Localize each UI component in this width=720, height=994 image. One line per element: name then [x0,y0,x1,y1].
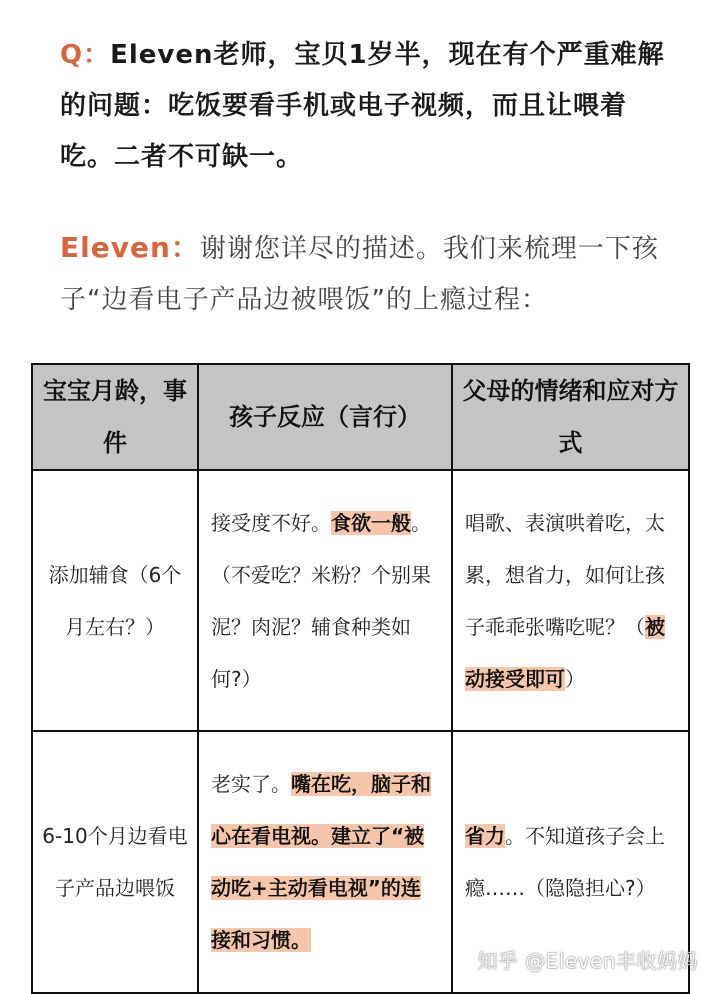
cell-text: 。不知道孩子会上瘾……（隐隐担心?） [465,824,665,900]
table-header-row [32,364,689,470]
cell-text: 6-10个月边看电子产品边喂饭 [42,824,188,900]
cell-parent-response [452,470,689,731]
table-row [32,470,689,731]
cell-text: 添加辅食（6个月左右？） [48,562,182,639]
watermark: 知乎 @Eleven丰收妈妈 [477,949,698,973]
cell-child-reaction [198,731,452,993]
process-table [31,363,690,994]
highlight: 被动接受即可 [465,614,665,691]
highlight: 嘴在吃，脑子和心在看电视。建立了“被动吃+主动看电视”的连接和习惯。 [211,772,431,952]
highlight: 省力 [465,824,505,848]
cell-text: 唱歌、表演哄着吃，太累，想省力，如何让孩子乖乖张嘴吃呢？（ [465,510,665,639]
cell-text: ） [565,666,585,691]
answer-paragraph [60,222,680,326]
cell-text: 。（不爱吃？米粉？个别果泥？肉泥？辅食种类如何?） [211,510,431,691]
header-age-event: 宝宝月龄，事件 [32,364,198,470]
highlight: 食欲一般 [331,510,411,535]
cell-text: 老实了。 [211,772,291,796]
question-paragraph [60,30,680,183]
header-child-reaction: 孩子反应（言行） [198,364,452,470]
question-text: Eleven老师，宝贝1岁半，现在有个严重难解的问题：吃饭要看手机或电子视频，而且让喂着吃。二者不可缺一。 [60,40,665,172]
cell-child-reaction [198,470,452,731]
answer-text: 谢谢您详尽的描述。我们来梳理一下孩子“边看电子产品边被喂饭”的上瘾过程： [60,234,659,315]
question-tag: Q： [60,40,111,70]
header-parent-response: 父母的情绪和应对方式 [452,364,689,470]
answer-tag: Eleven： [60,231,200,264]
cell-age-event [32,470,198,731]
cell-text: 接受度不好。 [211,510,331,535]
cell-age-event [32,731,198,993]
